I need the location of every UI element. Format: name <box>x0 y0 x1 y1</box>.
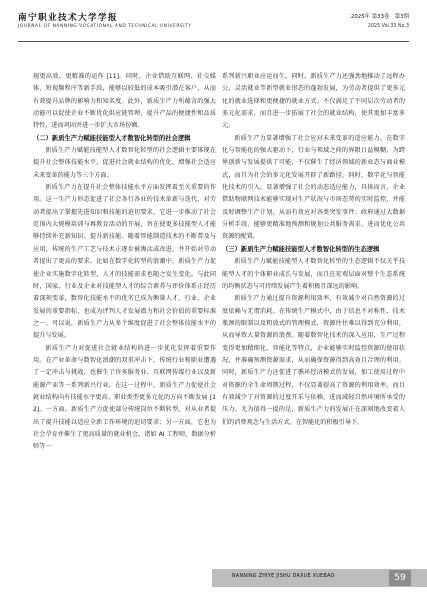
paragraph: 新质生产力赋能技能型人才数智化转型的生态逻辑不仅关乎技能型人才的个体职业成长与发展，而且在宏观层面对整个生态系统的均衡状态与可持续发展产生着积极且深远的影响。 <box>222 258 405 290</box>
issue-info-cn: 2025年 第33卷 第3期 <box>350 14 409 20</box>
paragraph: 新质生产力对促进社会就业结构的进一步优化发挥着重要作用。在产业革命与数智化浪潮的双重冲击下，传统行业和职业遭遇了一定冲击与挑战，也催生了许多服务业、互联网传媒行业以及新能源产业等一系列新兴行业。在这一过程中，新质生产力促使社会就业结构向有技能水平更高、职业类型更多元化的方向不断发展 [12]。一方面，新质生产力促使部分传统岗位不断转型，对从业者提出了提升技能以适应全新工作环境的迫切要求；另一方面，它也为社会孕育并催生了更高质量的就业机会，诸如 AI 工程师、数据分析师等一 <box>33 344 216 451</box>
paragraph: 系列新兴职业应运而生。同时，新质生产力还强劲地推动了远程办公、灵活就业等新型就业形态的蓬勃发展，为劳动者提供了更多元化的就业选择和更便捷的就业方式。不仅满足了不同层次劳动者的多元化需求，而且进一步拓展了社会的就业结构，使其更加丰富多元。 <box>222 73 405 130</box>
left-column <box>33 71 216 454</box>
paragraph: 新质生产力显著增强了社会应对未来变革的适应能力。在数字化与智能化的强大驱动下，行业与领域之间的界限日益模糊，为跨界创新与发展提供了可能，不仅催生了经济领域的新业态与商业模式，而且为社会的多元化发展开辟了新路径。同时，数字化与智能化技术的引入，显著增强了社会的动态适应能力，具体而言，企业借助物联网技术能够实现对生产状况与市场态势的实时监控，并能及时调整生产计划，从而有效应对各类突发事件；政府通过大数据分析手段，能够更精准地预测和规划公共服务需求，进而优化公共资源的配置。 <box>222 134 405 241</box>
footer-journal-pinyin: NANNING ZHIYE JISHU DAXUE XUEBAO <box>232 574 335 579</box>
paragraph: 新质生产力在提升社会整体技能水平方面发挥着至关重要的作用。这一生产力形态促进了社会各行各业的技术革新与迭代，对劳动者提出了掌握先进知识和技能的迫切要求，它进一步推动了社会范围内大规模培训与再教育活动的开展，旨在使更多技能型人才能够持续补充新知识、提升新技能。随着智能制造技术的不断普及与应用，传统的生产工艺与技术正逐步被淘汰或改进，并开始对劳动者提出了更高的要求。比如在数字化转型的浪潮中，新质生产力促使企业实施数字化转型，人才的技能需求也随之发生变化。与此同时，国家、行业及企业对技能型人才的综合素养与评价体系正经历着深刻变革，数智化技能水平的优劣已成为衡量人才、行业、企业发展的重要指标，也成为评判人才发展潜力和社会价值的重要标准之一。可以说，新质生产力从多个维度促进了社会整体技能水平的提升与发展。 <box>33 184 216 340</box>
paragraph: 新质生产力赋能技能型人才数智化转型的社会逻辑主要体现在提升社会整体技能水平、促进社会就业结构的优化、增强社会适应未来变革的能力等三个方面。 <box>33 147 216 179</box>
journal-title-cn: 南宁职业技术大学学报 <box>18 13 118 23</box>
page-header <box>18 11 409 37</box>
journal-title-en: JOURNAL OF NANNING VOCATIONAL AND TECHNICAL UNIVERSITY <box>18 24 192 29</box>
section-heading: （二）新质生产力赋能技能型人才数智化转型的社会逻辑 <box>33 134 191 142</box>
section-heading: （三）新质生产力赋能技能型人才数智化转型的生态逻辑 <box>222 245 380 253</box>
page-number: 59 <box>389 570 411 586</box>
paragraph: 新质生产力通过提升资源利用效率，有效减少对自然资源的过度依赖与无谓消耗。在传统生产模式中，由于信息不对称性、技术瓶颈的限制以及粗放式的管理模式，资源往往难以得到充分利用，从而导致大量资源的浪费。随着数智化技术的深入应用，生产过程变得更加精细化、智能化等特点，企业能够实时监控资源的使用状况，并准确预测资源需求，从而确保资源得到高效且合理的利用。同时，新质生产力还促进了循环经济模式的发展，加工使用过程中对资源的全生命周期过程，不仅显著提高了资源的利用效率，而且有效减少了对资源的过度开采与依赖，进而减轻自然环境所承受的压力。尤为值得一提的是，新质生产力的发展正在深刻地改变着人们的消费观念与生活方式。在智能化的积极引导下。 <box>222 295 405 426</box>
issue-info-en: 2025 Vol.33 No.3 <box>367 24 409 29</box>
header-divider <box>18 41 409 42</box>
right-column <box>222 71 405 429</box>
paragraph: 现更高效、更精准的运作 [11]。同时，企业借助互联网、社交媒体、短视频程序等新手段，能够以较低的成本吸引潜在客户，从而有效提升品牌的影响力和知名度。此外，新质生产力所蕴含的强大动能可以促使企业不断优化供应链管理，提升产品的便捷性和品质特性，进而巩固并进一步扩大市场份额。 <box>33 73 216 130</box>
